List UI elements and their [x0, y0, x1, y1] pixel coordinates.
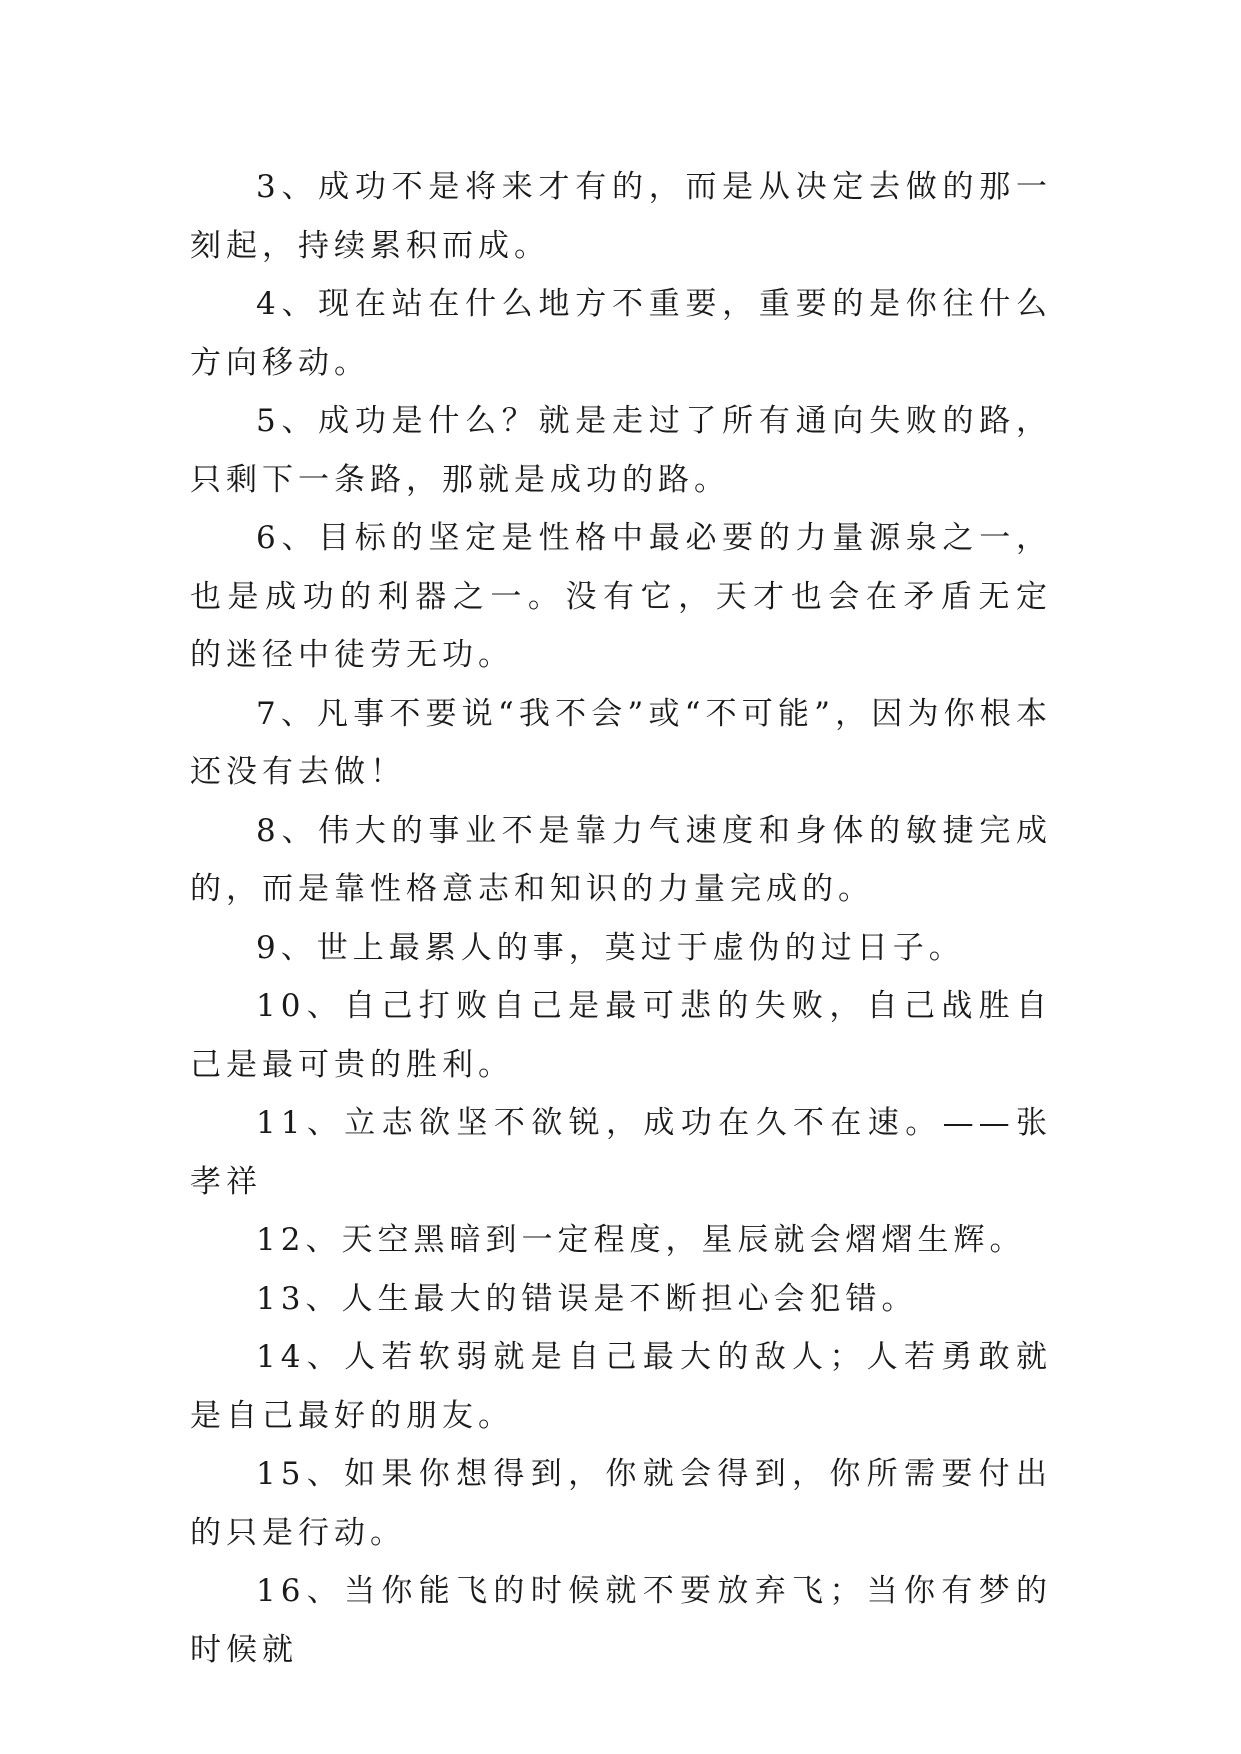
quote-paragraph-14: 14、人若软弱就是自己最大的敌人；人若勇敢就是自己最好的朋友。: [190, 1339, 1052, 1434]
quote-paragraph-5: 5、成功是什么？就是走过了所有通向失败的路，只剩下一条路，那就是成功的路。: [190, 403, 1052, 498]
quote-paragraph-8: 8、伟大的事业不是靠力气速度和身体的敏捷完成的，而是靠性格意志和知识的力量完成的。: [190, 812, 1052, 907]
quote-paragraph-13: 13、人生最大的错误是不断担心会犯错。: [256, 1280, 918, 1317]
quote-paragraph-15: 15、如果你想得到，你就会得到，你所需要付出的只是行动。: [190, 1456, 1052, 1551]
quote-paragraph-16: 16、当你能飞的时候就不要放弃飞；当你有梦的时候就: [190, 1573, 1052, 1668]
quote-paragraph-10: 10、自己打败自己是最可悲的失败，自己战胜自己是最可贵的胜利。: [190, 988, 1052, 1083]
quote-paragraph-9: 9、世上最累人的事，莫过于虚伪的过日子。: [256, 929, 965, 966]
document-body: [190, 158, 1052, 1679]
quote-paragraph-6: 6、目标的坚定是性格中最必要的力量源泉之一，也是成功的利器之一。没有它，天才也会在矛盾无定的迷径中徒劳无功。: [190, 520, 1052, 673]
quote-paragraph-12: 12、天空黑暗到一定程度，星辰就会熠熠生辉。: [256, 1222, 1026, 1258]
quote-paragraph-7: 7、凡事不要说“我不会”或“不可能”，因为你根本还没有去做！: [190, 695, 1052, 790]
quote-paragraph-3: 3、成功不是将来才有的，而是从决定去做的那一刻起，持续累积而成。: [190, 169, 1052, 264]
quote-paragraph-4: 4、现在站在什么地方不重要，重要的是你往什么方向移动。: [190, 286, 1052, 381]
quote-paragraph-11: 11、立志欲坚不欲锐，成功在久不在速。——张孝祥: [190, 1105, 1052, 1200]
